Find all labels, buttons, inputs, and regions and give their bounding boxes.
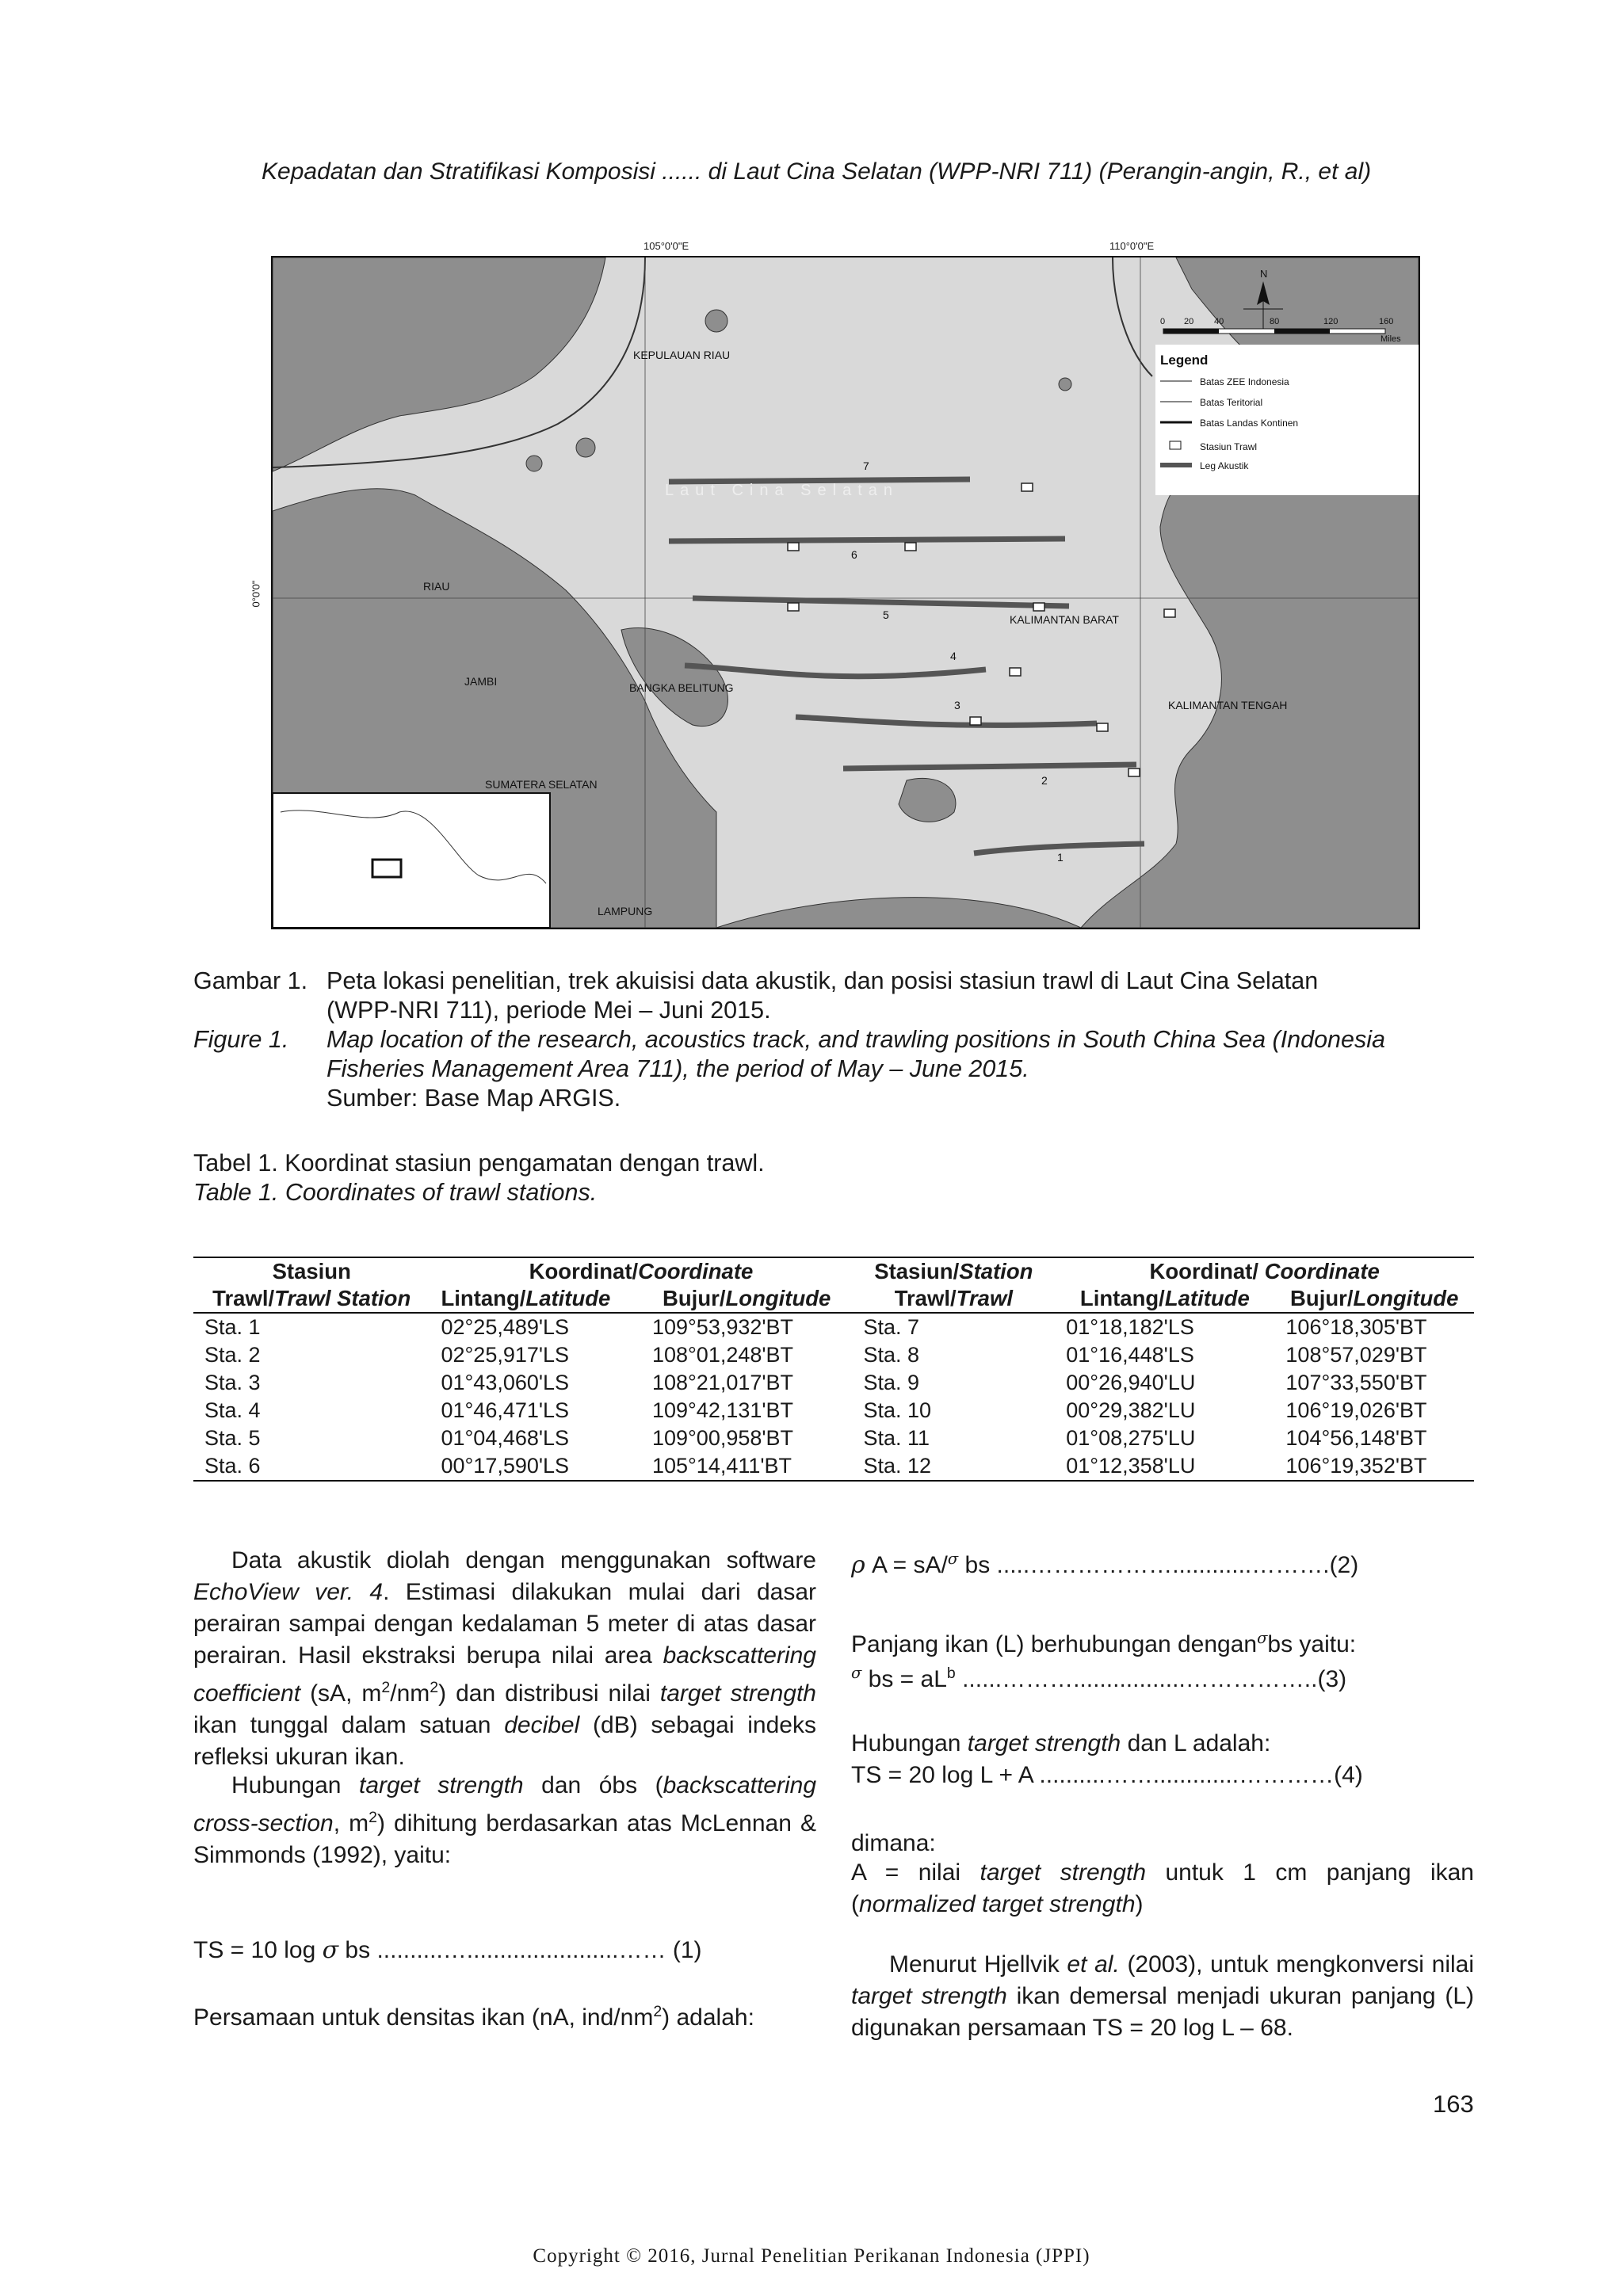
header-longitude-2: Bujur/Longitude — [1274, 1285, 1474, 1313]
page-number: 163 — [1433, 2090, 1474, 2118]
svg-text:120: 120 — [1323, 317, 1338, 326]
table-cell: 02°25,489'LS — [441, 1315, 570, 1339]
equation-3: $^\sigma$ bs = $aL^b$ ......……….................……………..(3) — [851, 1664, 1347, 1692]
map-place-babel: BANGKA BELITUNG — [629, 681, 734, 694]
table-body — [193, 1313, 1474, 1481]
map-svg — [273, 257, 1419, 928]
svg-text:40: 40 — [1214, 317, 1224, 326]
map-place-kalteng: KALIMANTAN TENGAH — [1168, 699, 1288, 711]
table-cell: Sta. 6 — [193, 1452, 430, 1481]
header-koordinat-2: Koordinat/ Coordinate — [1055, 1257, 1474, 1285]
map-place-sumsel: SUMATERA SELATAN — [485, 778, 598, 791]
header-latitude-2: Lintang/Latitude — [1055, 1285, 1274, 1313]
table-cell: 00°26,940'LU — [1066, 1371, 1196, 1394]
table-cell: Sta. 7 — [863, 1315, 919, 1339]
header-trawl: Trawl/Trawl — [852, 1285, 1055, 1313]
table-cell: Sta. 12 — [852, 1452, 1055, 1481]
header-stasiun-station: Stasiun/Station — [852, 1257, 1055, 1285]
table-cell: 106°19,352'BT — [1274, 1452, 1474, 1481]
map-place-jambi: JAMBI — [464, 675, 498, 688]
leg-number: 1 — [1057, 851, 1064, 864]
map-legend — [1155, 345, 1419, 495]
header-latitude: Lintang/Latitude — [430, 1285, 640, 1313]
inset-map — [273, 793, 550, 928]
table-cell: 00°29,382'LU — [1066, 1398, 1196, 1422]
leg-number: 6 — [851, 548, 857, 561]
svg-text:Stasiun Trawl: Stasiun Trawl — [1200, 441, 1258, 452]
svg-text:160: 160 — [1379, 317, 1394, 326]
table-cell: Sta. 8 — [863, 1343, 919, 1367]
table-row — [193, 1341, 1474, 1369]
table-cell: Sta. 4 — [204, 1398, 261, 1422]
svg-text:N: N — [1260, 268, 1268, 280]
svg-text:Miles: Miles — [1381, 334, 1401, 344]
table-cell: Sta. 1 — [204, 1315, 261, 1339]
caption-id-line2: (WPP-NRI 711), periode Mei – Juni 2015. — [327, 997, 771, 1024]
table-cell: 108°21,017'BT — [651, 1371, 794, 1394]
table-cell: 106°18,305'BT — [1285, 1315, 1427, 1339]
trawl-stations-table — [193, 1257, 1474, 1482]
table-cell: 01°18,182'LS — [1066, 1315, 1194, 1339]
svg-text:Batas Teritorial: Batas Teritorial — [1200, 397, 1263, 408]
equation-4: TS = 20 log L + A ..........…….............…………(4) — [851, 1762, 1363, 1788]
leg-number: 5 — [883, 608, 889, 621]
table-cell: Sta. 3 — [204, 1371, 261, 1394]
table-cell: 109°53,932'BT — [651, 1315, 794, 1339]
table-cell: 109°00,958'BT — [651, 1426, 794, 1450]
caption-id-label: Gambar 1. — [193, 967, 308, 994]
table-cell: 01°04,468'LS — [441, 1426, 570, 1450]
table-cell: 01°12,358'LU — [1055, 1452, 1274, 1481]
map-place-kepri: KEPULAUAN RIAU — [633, 349, 731, 361]
svg-text:Leg Akustik: Leg Akustik — [1200, 460, 1249, 471]
map-lon-label-110: 110°0'0"E — [1109, 240, 1155, 252]
caption-en-line2: Fisheries Management Area 711), the period of May – June 2015. — [327, 1055, 1029, 1082]
table-cell: Sta. 2 — [204, 1343, 261, 1367]
study-area-map — [271, 256, 1420, 929]
table-row — [193, 1452, 1474, 1481]
table-cell: 00°17,590'LS — [430, 1452, 640, 1481]
svg-text:Batas Landas Kontinen: Batas Landas Kontinen — [1200, 418, 1299, 429]
table-cell: 107°33,550'BT — [1285, 1371, 1427, 1394]
table-cell: Sta. 11 — [863, 1426, 930, 1450]
table-cell: 02°25,917'LS — [441, 1343, 570, 1367]
table-row — [193, 1313, 1474, 1341]
header-trawl-station: Trawl/Trawl Station — [193, 1285, 430, 1313]
table-cell: Sta. 5 — [204, 1426, 261, 1450]
table-title-id: Tabel 1. Koordinat stasiun pengamatan dengan trawl. — [193, 1150, 765, 1177]
table-cell: 01°08,275'LU — [1066, 1426, 1196, 1450]
definition-a: A = nilai target strength untuk 1 cm panjang ikan (normalized target strength) — [851, 1859, 1474, 1917]
map-lat-label: 0°0'0" — [250, 580, 262, 608]
paragraph-length: Panjang ikan (L) berhubungan dengan$^\sigma$bs yaitu: — [851, 1629, 1357, 1657]
header-longitude: Bujur/Longitude — [641, 1285, 852, 1313]
table-cell: 104°56,148'BT — [1285, 1426, 1427, 1450]
map-place-lampung: LAMPUNG — [598, 905, 653, 917]
table-cell: Sta. 9 — [863, 1371, 919, 1394]
paragraph-density: Persamaan untuk densitas ikan (nA, ind/$nm^2$) adalah: — [193, 2003, 754, 2031]
leg-number: 7 — [863, 460, 869, 472]
table-row — [193, 1369, 1474, 1397]
paragraph-ts-relation: Hubungan target strength dan óbs (backscattering cross-section, $m^2$) dihitung berdasarkan atas McLennan & Simmonds (1992), yaitu: — [193, 1772, 817, 1868]
footer-copyright: Copyright © 2016, Jurnal Penelitian Perikanan Indonesia (JPPI) — [533, 2245, 1090, 2267]
leg-number: 3 — [954, 699, 960, 711]
table-cell: 109°42,131'BT — [651, 1398, 794, 1422]
caption-en-line1: Map location of the research, acoustics track, and trawling positions in South China Sea (Indonesia — [327, 1026, 1385, 1053]
table-cell: 106°19,026'BT — [1285, 1398, 1427, 1422]
map-place-riau: RIAU — [423, 580, 450, 593]
caption-id-line1: Peta lokasi penelitian, trek akuisisi data akustik, dan posisi stasiun trawl di Laut Cina Selatan — [327, 967, 1319, 994]
caption-source: Sumber: Base Map ARGIS. — [327, 1085, 621, 1112]
label-dimana: dimana: — [851, 1830, 936, 1856]
table-cell: 01°16,448'LS — [1066, 1343, 1194, 1367]
paragraph-ts-l: Hubungan target strength dan L adalah: — [851, 1730, 1271, 1756]
svg-text:20: 20 — [1184, 317, 1194, 326]
table-row — [193, 1425, 1474, 1452]
equation-2: ρ A = sA/$^\sigma$ bs .....………………............……….(2) — [851, 1550, 1359, 1579]
table-cell: 108°57,029'BT — [1285, 1343, 1427, 1367]
header-koordinat: Koordinat/Coordinate — [430, 1257, 852, 1285]
table-cell: Sta. 10 — [863, 1398, 931, 1422]
header-stasiun: Stasiun — [193, 1257, 430, 1285]
svg-text:0: 0 — [1160, 317, 1166, 326]
equation-1: TS = 10 log σ bs ..........….......................…… (1) — [193, 1936, 702, 1964]
table-cell: 105°14,411'BT — [641, 1452, 852, 1481]
leg-number: 4 — [950, 650, 957, 662]
svg-text:80: 80 — [1270, 317, 1280, 326]
table-title-en: Table 1. Coordinates of trawl stations. — [193, 1179, 598, 1206]
table-cell: 108°01,248'BT — [651, 1343, 794, 1367]
table-cell: 01°46,471'LS — [441, 1398, 570, 1422]
caption-en-label: Figure 1. — [193, 1026, 289, 1053]
map-lon-label-105: 105°0'0"E — [643, 240, 689, 252]
svg-text:Batas ZEE Indonesia: Batas ZEE Indonesia — [1200, 376, 1289, 387]
leg-number: 2 — [1041, 774, 1048, 787]
running-head: Kepadatan dan Stratifikasi Komposisi ...... di Laut Cina Selatan (WPP-NRI 711) (Perangin-angin, R., et al) — [262, 158, 1372, 185]
paragraph-hjellvik: Menurut Hjellvik et al. (2003), untuk mengkonversi nilai target strength ikan demersal menjadi ukuran panjang (L) digunakan persamaan TS = 20 log L – 68. — [851, 1951, 1475, 2041]
paragraph-acoustic-data: Data akustik diolah dengan menggunakan software EchoView ver. 4. Estimasi dilakukan mulai dari dasar perairan sampai dengan kedalaman 5 meter di atas dasar perairan. Hasil ekstraksi berupa nilai area backscattering coefficient (sA, $m^2/nm^2$) dan distribusi nilai target strength ikan tunggal dalam satuan decibel (dB) sebagai indeks refleksi ukuran ikan. — [193, 1547, 816, 1770]
table-row — [193, 1397, 1474, 1425]
map-place-kalbar: KALIMANTAN BARAT — [1010, 613, 1119, 626]
map-place-scs: Laut Cina Selatan — [665, 482, 899, 499]
table-cell: 01°43,060'LS — [441, 1371, 570, 1394]
svg-text:Legend: Legend — [1160, 353, 1209, 368]
